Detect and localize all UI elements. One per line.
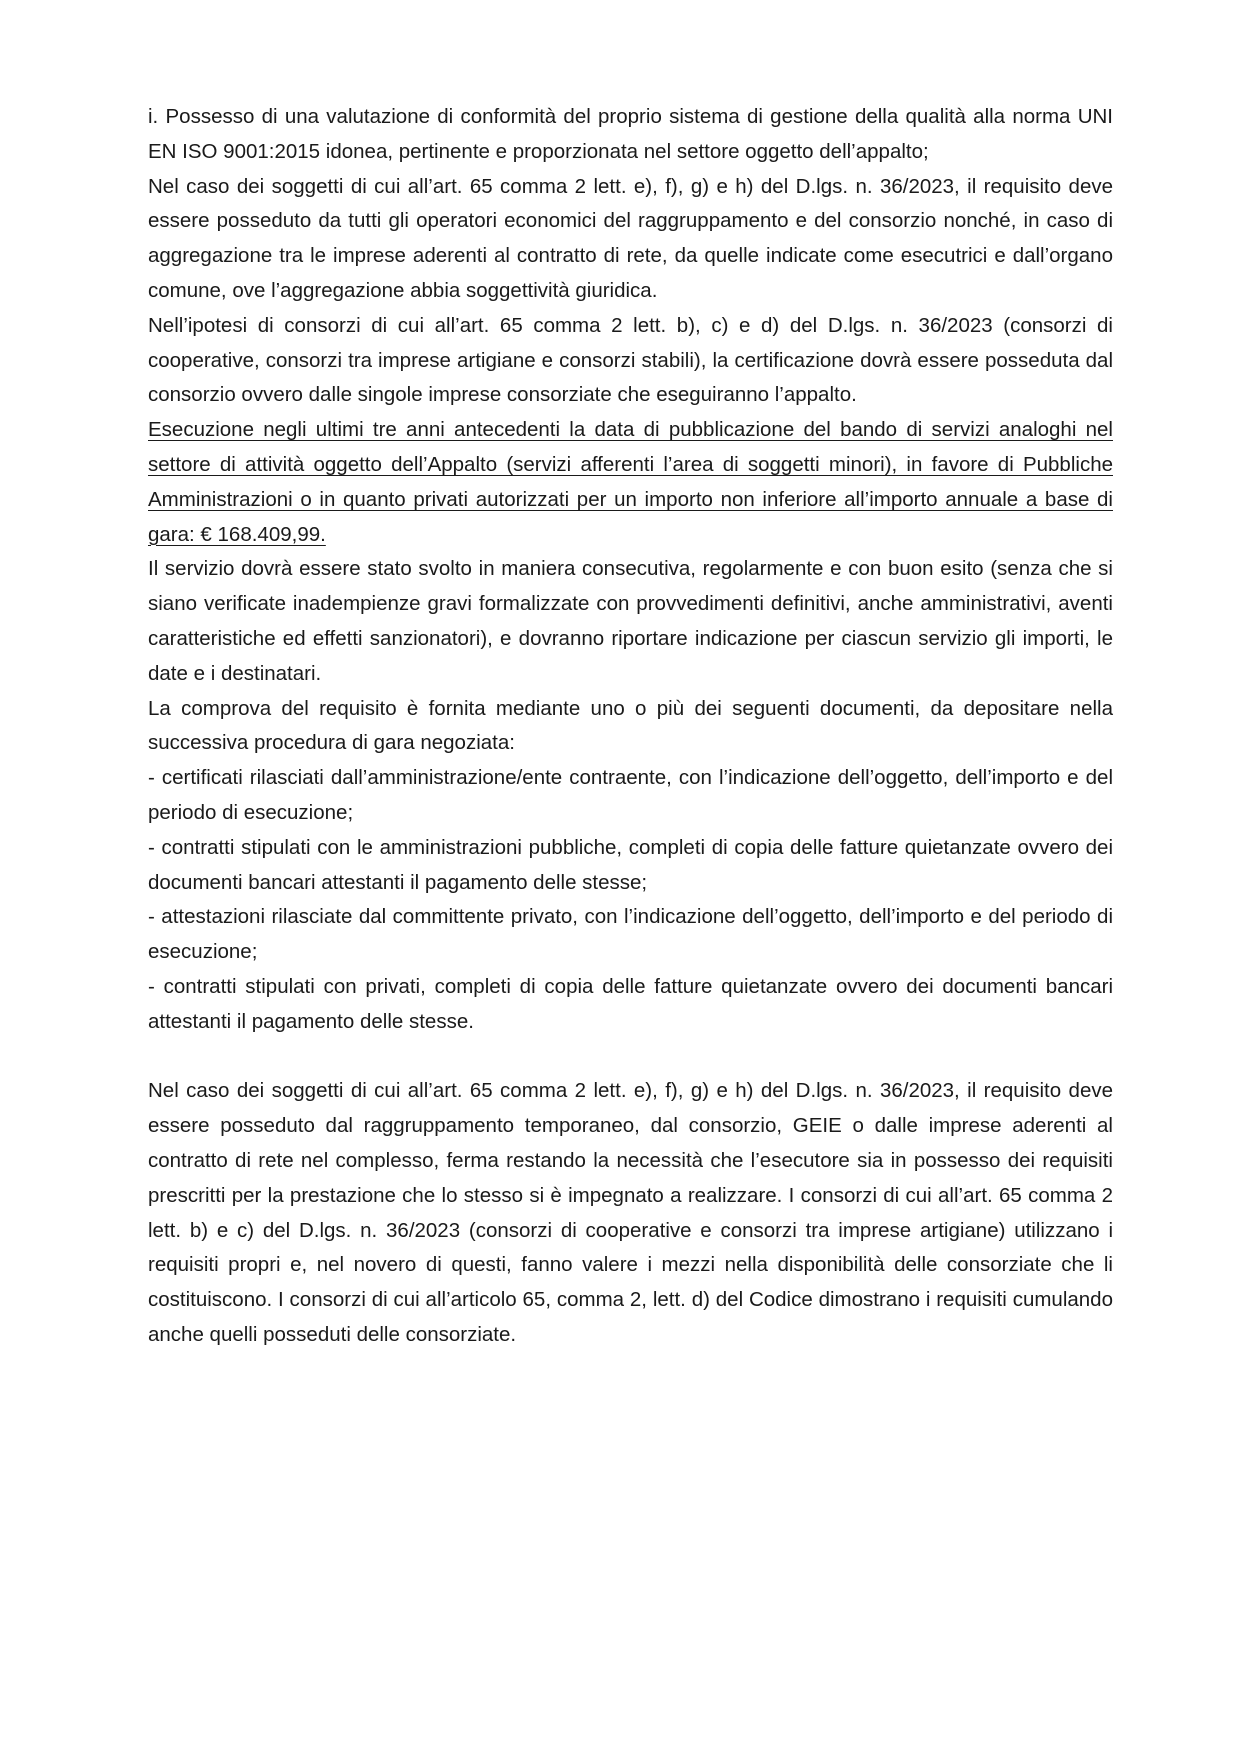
paragraph-service-conditions: Il servizio dovrà essere stato svolto in maniera consecutiva, regolarmente e con buon esito (senza che si siano verificate inadempienze gravi formalizzate con provvedimenti definitivi, anche amministrativi, aventi caratteristiche ed effetti sanzionatori), e dovranno riportare indicazione per ciascun servizio gli importi, le date e i destinatari. (148, 557, 1113, 685)
list-item-certificates: - certificati rilasciati dall’amministrazione/ente contraente, con l’indicazione dell’oggetto, dell’importo e del periodo di esecuzione; (148, 766, 1113, 824)
paragraph-proof-intro: La comprova del requisito è fornita mediante uno o più dei seguenti documenti, da depositare nella successiva procedura di gara negoziata: (148, 696, 1113, 755)
list-item-public-contracts: - contratti stipulati con le amministrazioni pubbliche, completi di copia delle fatture quietanzate ovvero dei documenti bancari attestanti il pagamento delle stesse; (148, 835, 1113, 894)
paragraph-spacer (148, 1040, 1113, 1075)
paragraph-service-execution-requirement: Esecuzione negli ultimi tre anni antecedenti la data di pubblicazione del bando di servizi analoghi nel settore di attività oggetto dell’Appalto (servizi afferenti l’area di soggetti minori), in favore di Pubbliche Amministrazioni o in quanto privati autorizzati per un importo non inferiore all’importo annuale a base di gara: € 168.409,99. (148, 418, 1113, 546)
document-page (148, 100, 1113, 1353)
paragraph-cumulative-requirements: Nel caso dei soggetti di cui all’art. 65 comma 2 lett. e), f), g) e h) del D.lgs. n. 36/2023, il requisito deve essere posseduto dal raggruppamento temporaneo, dal consorzio, GEIE o dalle imprese aderenti al contratto di rete nel complesso, ferma restando la necessità che l’esecutore sia in possesso dei requisiti prescritti per la prestazione che lo stesso si è impegnato a realizzare. I consorzi di cui all’art. 65 comma 2 lett. b) e c) del D.lgs. n. 36/2023 (consorzi di cooperative e consorzi tra imprese artigiane) utilizzano i requisiti propri e, nel novero di questi, fanno valere i mezzi nella disponibilità delle consorziate che li costituiscono. I consorzi di cui all’articolo 65, comma 2, lett. d) del Codice dimostrano i requisiti cumulando anche quelli posseduti delle consorziate. (148, 1079, 1113, 1346)
paragraph-raggruppamento-requirement: Nel caso dei soggetti di cui all’art. 65 comma 2 lett. e), f), g) e h) del D.lgs. n. 36/2023, il requisito deve essere posseduto da tutti gli operatori economici del raggruppamento e del consorzio nonché, in caso di aggregazione tra le imprese aderenti al contratto di rete, da quelle indicate come esecutrici e dall’organo comune, ove l’aggregazione abbia soggettività giuridica. (148, 174, 1113, 302)
paragraph-consorzi-certification: Nell’ipotesi di consorzi di cui all’art. 65 comma 2 lett. b), c) e d) del D.lgs. n. 36/2023 (consorzi di cooperative, consorzi tra imprese artigiane e consorzi stabili), la certificazione dovrà essere posseduta dal consorzio ovvero dalle singole imprese consorziate che eseguiranno l’appalto. (148, 313, 1113, 407)
paragraph-iso-certification: i. Possesso di una valutazione di conformità del proprio sistema di gestione della qualità alla norma UNI EN ISO 9001:2015 idonea, pertinente e proporzionata nel settore oggetto dell’appalto; (148, 105, 1113, 163)
list-item-private-attestations: - attestazioni rilasciate dal committente privato, con l’indicazione dell’oggetto, dell’importo e del periodo di esecuzione; (148, 905, 1113, 964)
list-item-private-contracts: - contratti stipulati con privati, completi di copia delle fatture quietanzate ovvero dei documenti bancari attestanti il pagamento delle stesse. (148, 974, 1113, 1033)
